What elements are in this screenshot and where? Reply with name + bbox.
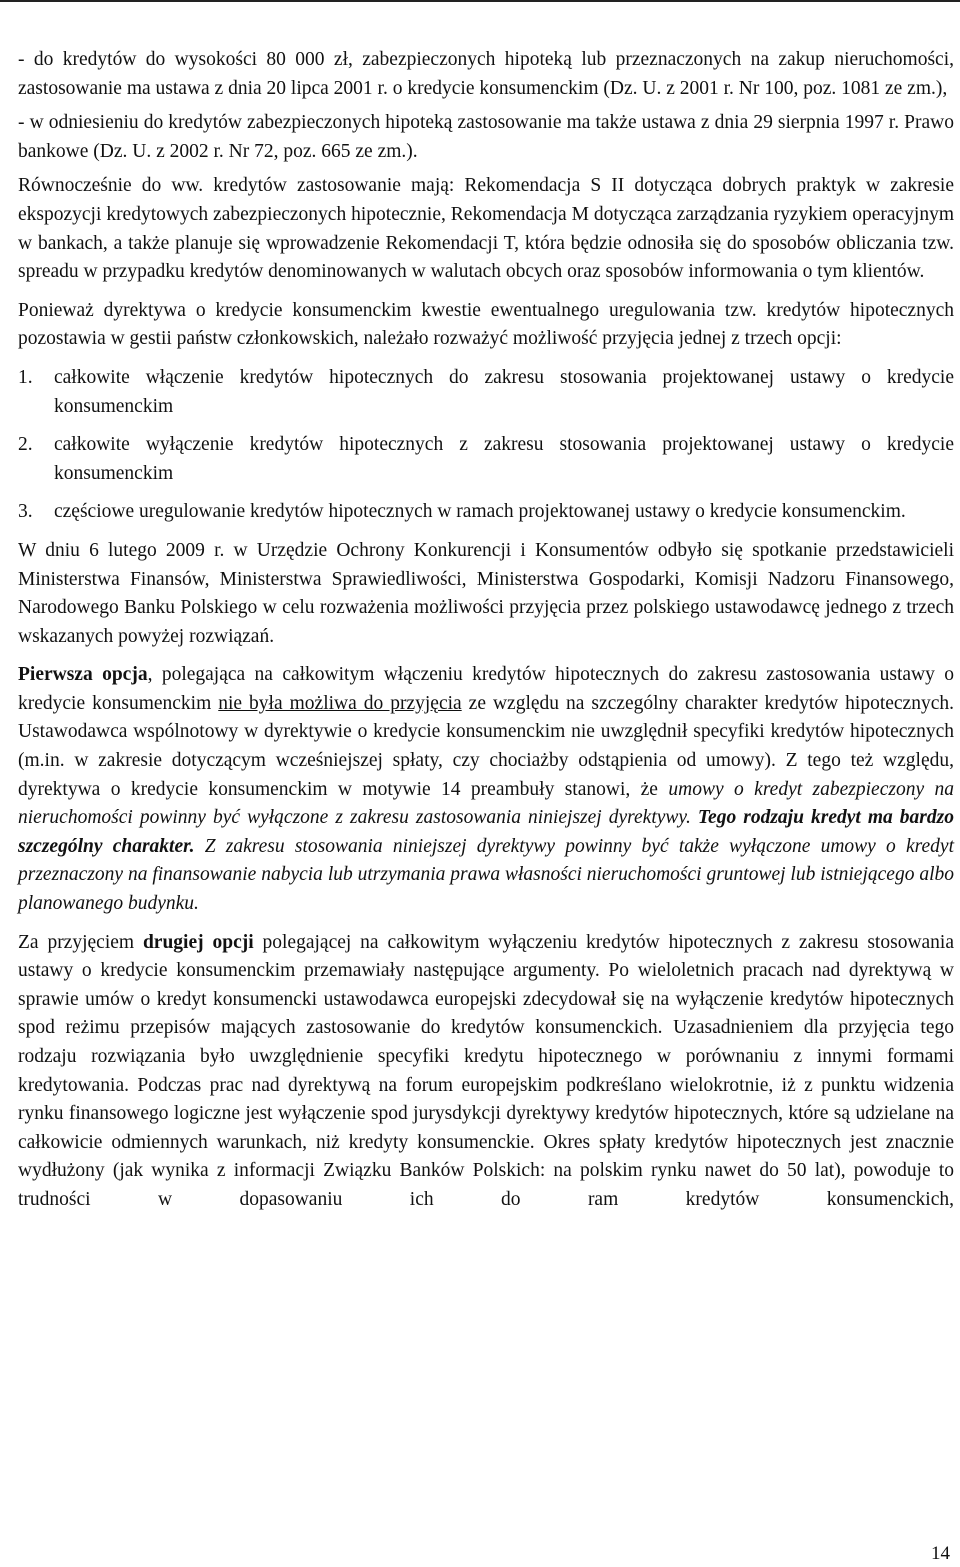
first-option-bold-italic: Tego rodzaju kredyt ma bardzo szczególny charakter. bbox=[18, 807, 954, 857]
paragraph-meeting: W dniu 6 lutego 2009 r. w Urzędzie Ochrony Konkurencji i Konsumentów odbyło się spotkanie przedstawicieli Ministerstwa Finansów, Ministerstwa Sprawiedliwości, Ministerstwa Gospodarki, Komisji Nadzoru Finansowego, Narodowego Banku Polskiego w celu rozważenia możliwości przyjęcia przez polskiego ustawodawcę jednego z trzech wskazanych powyżej rozwiązań. bbox=[18, 539, 954, 647]
list-text: częściowe uregulowanie kredytów hipotecznych w ramach projektowanej ustawy o kredycie konsumenckim. bbox=[54, 501, 906, 523]
list-text: całkowite włączenie kredytów hipotecznych do zakresu stosowania projektowanej ustawy o kredycie konsumenckim bbox=[54, 366, 954, 417]
document-body bbox=[18, 46, 954, 1215]
second-option-text-2: polegającej na całkowitym wyłączeniu kredytów hipotecznych z zakresu stosowania ustawy o kredycie konsumenckim przemawiały następujące argumenty. Po wieloletnich pracach nad dyrektywą w sprawie umów o kredyt konsumencki ustawodawca europejski zdecydował się na wyłączenie kredytów hipotecznych spod reżimu przepisów mających zastosowanie do kredytów konsumenckich. Uzasadnieniem dla przyjęcia tego rodzaju rozwiązania było uwzględnienie specyfiki kredytu hipotecznego w porównaniu z innymi formami kredytowania. Podczas prac nad dyrektywą na forum europejskim podkreślano wielokrotnie, iż z punktu widzenia rynku finansowego logiczne jest wyłączenie spod jurysdykcji dyrektywy kredytów hipotecznych, które są udzielane na całkowicie odmiennych warunkach, niż kredyty konsumenckie. Okres spłaty kredytów hipotecznych jest znacznie wydłużony (jak wynika z informacji Związku Banków Polskich: na polskim rynku nawet do 50 lat), powoduje to trudności w dopasowaniu ich do ram kredytów konsumenckich, bbox=[18, 931, 954, 1210]
page-number: 14 bbox=[931, 1543, 950, 1564]
list-item bbox=[18, 364, 954, 421]
header-rule bbox=[0, 0, 960, 2]
list-text: całkowite wyłączenie kredytów hipotecznych z zakresu stosowania projektowanej ustawy o kredycie konsumenckim bbox=[54, 434, 954, 484]
list-item bbox=[18, 431, 954, 488]
paragraph-credit-act: - do kredytów do wysokości 80 000 zł, zabezpieczonych hipoteką lub przeznaczonych na zakup nieruchomości, zastosowanie ma ustawa z dnia 20 lipca 2001 r. o kredycie konsumenckim (Dz. U. z 2001 r. Nr 100, poz. 1081 ze zm.), bbox=[18, 49, 954, 99]
first-option-underlined: nie była możliwa do przyjęcia bbox=[218, 692, 462, 714]
first-option-text-1: , polegająca na całkowitym włączeniu kredytów hipotecznych do zakresu zastosowania ustawy o kredycie konsumenckim bbox=[18, 664, 954, 714]
first-option-text-2: ze względu na szczególny charakter kredytów hipotecznych. Ustawodawca wspólnotowy w dyrektywie o kredycie konsumenckim nie uwzględnił specyfiki kredytów hipotecznych (m.in. w zakresie dotyczącym wcześniejszej spłaty, czy chociażby odstąpienia od umowy). Z tego też względu, dyrektywa o kredycie konsumenckim w motywie 14 preambuły stanowi, że bbox=[18, 692, 954, 800]
paragraph-directive-options: Ponieważ dyrektywa o kredycie konsumenckim kwestie ewentualnego uregulowania tzw. kredytów hipotecznych pozostawia w gestii państw członkowskich, należało rozważyć możliwość przyjęcia jednej z trzech opcji: bbox=[18, 299, 954, 350]
first-option-italic-2: Z zakresu stosowania niniejszej dyrektywy powinny być także wyłączone umowy o kredyt przeznaczony na finansowanie nabycia lub utrzymania prawa własności nieruchomości gruntowej lub istniejącego albo planowanego budynku. bbox=[18, 835, 954, 915]
paragraph-recommendations: Równocześnie do ww. kredytów zastosowanie mają: Rekomendacja S II dotycząca dobrych praktyk w zakresie ekspozycji kredytowych zabezpieczonych hipotecznie, Rekomendacja M dotycząca zarządzania ryzykiem operacyjnym w bankach, a także planuje się wprowadzenie Rekomendacji T, która będzie odnosiła się do sposobów obliczania tzw. spreadu w przypadku kredytów denominowanych w walutach obcych oraz sposobów informowania o tym klientów. bbox=[18, 175, 954, 283]
list-number: 3. bbox=[18, 501, 33, 523]
second-option-text-1: Za przyjęciem bbox=[18, 931, 143, 953]
paragraph-first-option bbox=[18, 661, 954, 918]
list-item bbox=[18, 498, 954, 527]
second-option-lead: drugiej opcji bbox=[142, 931, 254, 953]
list-number: 1. bbox=[18, 366, 33, 388]
first-option-italic-1: umowy o kredyt zabezpieczony na nieruchomości powinny być wyłączone z zakresu zastosowania niniejszej dyrektywy. bbox=[18, 778, 955, 829]
list-number: 2. bbox=[18, 434, 33, 456]
paragraph-second-option bbox=[18, 929, 954, 1215]
paragraph-banking-law: - w odniesieniu do kredytów zabezpieczonych hipoteką zastosowanie ma także ustawa z dnia 29 sierpnia 1997 r. Prawo bankowe (Dz. U. z 2002 r. Nr 72, poz. 665 ze zm.). bbox=[18, 112, 954, 162]
first-option-lead: Pierwsza opcja bbox=[18, 664, 148, 686]
